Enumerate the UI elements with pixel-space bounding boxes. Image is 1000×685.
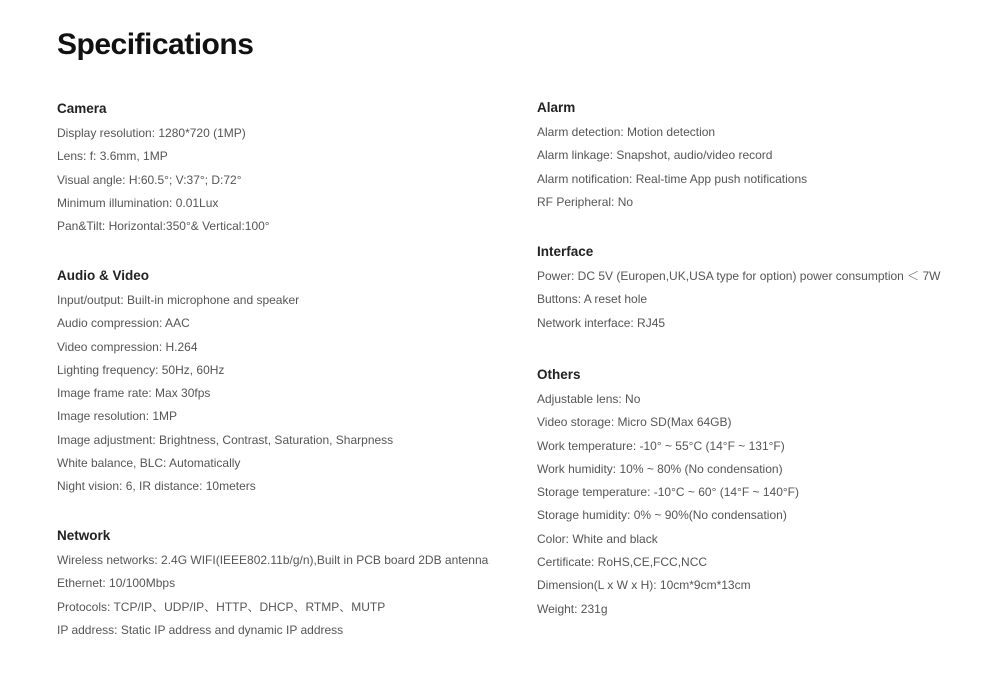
spec-line: Audio compression: AAC [57, 316, 190, 331]
spec-line: Weight: 231g [537, 601, 608, 616]
section-title: Alarm [537, 100, 576, 115]
spec-line: Input/output: Built-in microphone and speaker [57, 293, 300, 307]
spec-line: Image frame rate: Max 30fps [57, 386, 211, 401]
spec-line: Lighting frequency: 50Hz, 60Hz [57, 362, 225, 377]
spec-line: Buttons: A reset hole [537, 292, 648, 307]
spec-line: Visual angle: H:60.5°; V:37°; D:72° [57, 172, 242, 187]
spec-line: Ethernet: 10/100Mbps [57, 576, 176, 591]
spec-line: Night vision: 6, IR distance: 10meters [57, 479, 256, 494]
spec-line: Power: DC 5V (Europen,UK,USA type for option) power consumption ＜ 7W [537, 269, 941, 283]
spec-line: Pan&Tilt: Horizontal:350°& Vertical:100° [57, 219, 270, 234]
spec-line: Alarm linkage: Snapshot, audio/video record [537, 148, 773, 163]
spec-line: Video compression: H.264 [57, 339, 198, 354]
section-title: Camera [57, 101, 107, 116]
spec-line: Color: White and black [537, 531, 658, 546]
spec-line: Image adjustment: Brightness, Contrast, Saturation, Sharpness [57, 432, 394, 447]
spec-line: Dimension(L x W x H): 10cm*9cm*13cm [537, 578, 751, 593]
section-title: Network [57, 528, 111, 543]
spec-line: Storage temperature: -10°C ~ 60° (14°F ~ 140°F) [537, 485, 799, 500]
spec-line: Image resolution: 1MP [57, 409, 178, 424]
section-title: Interface [537, 244, 594, 259]
section-title: Others [537, 367, 581, 382]
spec-line: Wireless networks: 2.4G WIFI(IEEE802.11b/g/n),Built in PCB board 2DB antenna [57, 553, 489, 567]
spec-line: Protocols: TCP/IP、UDP/IP、HTTP、DHCP、RTMP、MUTP [57, 599, 386, 614]
spec-line: Alarm notification: Real-time App push notifications [537, 171, 808, 186]
section-camera [57, 99, 517, 238]
spec-line: IP address: Static IP address and dynamic IP address [57, 622, 344, 637]
section-alarm [537, 98, 977, 214]
spec-line: Display resolution: 1280*720 (1MP) [57, 126, 246, 140]
spec-line: RF Peripheral: No [537, 194, 634, 209]
section-audio-video [57, 266, 517, 499]
spec-line: Network interface: RJ45 [537, 315, 666, 330]
spec-line: Video storage: Micro SD(Max 64GB) [537, 415, 732, 430]
spec-line: Alarm detection: Motion detection [537, 125, 716, 139]
section-others [537, 365, 977, 621]
spec-line: Adjustable lens: No [537, 392, 641, 406]
spec-line: Work humidity: 10% ~ 80% (No condensation) [537, 461, 783, 476]
spec-line: Certificate: RoHS,CE,FCC,NCC [537, 555, 708, 570]
spec-line: Storage humidity: 0% ~ 90%(No condensation) [537, 508, 787, 523]
section-title: Audio & Video [57, 268, 150, 283]
section-network [57, 526, 517, 642]
spec-line: Lens: f: 3.6mm, 1MP [57, 149, 168, 164]
spec-line: Minimum illumination: 0.01Lux [57, 195, 219, 210]
section-interface [537, 242, 977, 335]
page-title: Specifications [57, 28, 254, 61]
spec-line: White balance, BLC: Automatically [57, 456, 241, 471]
spec-line: Work temperature: -10° ~ 55°C (14°F ~ 131°F) [537, 438, 785, 453]
